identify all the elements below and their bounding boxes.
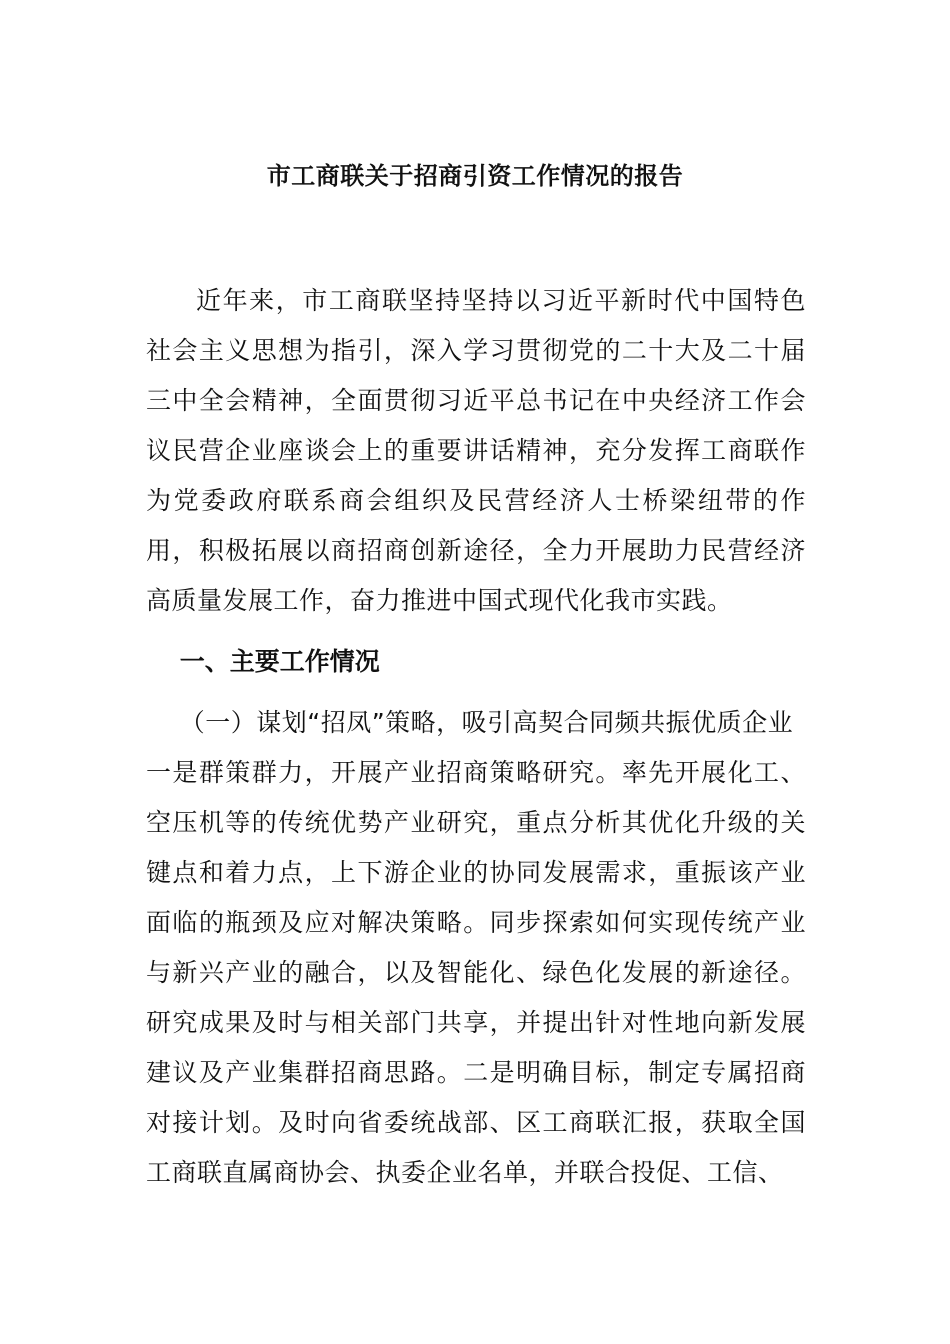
subsection-heading: （一）谋划“招凤”策略，吸引高契合同频共振优质企业 (179, 708, 794, 737)
subsection-body: 一是群策群力，开展产业招商策略研究。率先开展化工、空压机等的传统优势产业研究，重点分析其优化升级的关键点和着力点，上下游企业的协同发展需求，重振该产业面临的瓶颈及应对解决策略。同步探索如何实现传统产业与新兴产业的融合，以及智能化、绿色化发展的新途径。研究成果及时与相关部门共享，并提出针对性地向新发展建议及产业集群招商思路。二是明确目标，制定专属招商对接计划。及时向省委统战部、区工商联汇报，获取全国工商联直属商协会、执委企业名单，并联合投促、工信、 (146, 758, 806, 1187)
document-title: 市工商联关于招商引资工作情况的报告 (266, 162, 684, 190)
intro-paragraph: 近年来，市工商联坚持坚持以习近平新时代中国特色社会主义思想为指引，深入学习贯彻党的二十大及二十届三中全会精神，全面贯彻习近平总书记在中央经济工作会议民营企业座谈会上的重要讲话精神，充分发挥工商联作为党委政府联系商会组织及民营经济人士桥梁纽带的作用，积极拓展以商招商创新途径，全力开展助力民营经济高质量发展工作，奋力推进中国式现代化我市实践。 (146, 286, 806, 615)
section-heading: 一、主要工作情况 (179, 647, 380, 676)
document-body (146, 276, 806, 1198)
